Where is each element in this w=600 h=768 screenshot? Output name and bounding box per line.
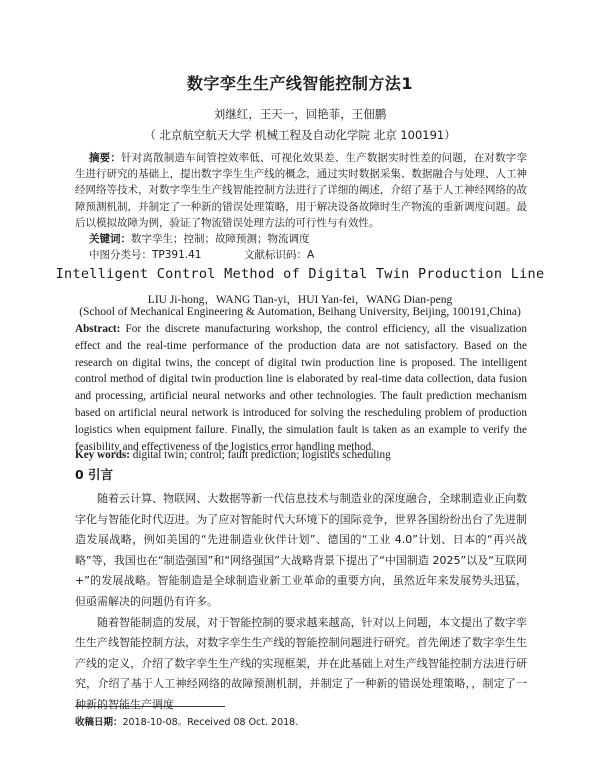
english-title: Intelligent Control Method of Digital Twin Production Line	[55, 266, 545, 282]
english-keywords	[75, 449, 391, 461]
docid-label: 文献标识码：	[244, 249, 307, 261]
document-code	[244, 247, 314, 262]
chinese-keywords	[89, 231, 310, 246]
introduction-body	[75, 489, 527, 716]
chinese-authors: 刘继红，王天一，回艳菲，王佃鹏	[213, 107, 387, 121]
received-date-footnote	[75, 714, 298, 728]
english-abstract	[75, 321, 527, 455]
footnote-label: 收稿日期：	[75, 717, 123, 728]
section-heading: 0 引言	[75, 467, 114, 482]
chinese-abstract-label: 摘要：	[89, 152, 122, 164]
chinese-title: 数字孪生生产线智能控制方法1	[186, 74, 414, 93]
english-abstract-text: For the discrete manufacturing workshop, the control efficiency, all the visualization effect and the real-time performance of the production data are not satisfactory. Based on the research on digital twins, the concept of digital twin production line is proposed. The intelligent control method of digital twin production line is elaborated by real-time data collection, data fusion and processing, artificial neural networks and other technologies. The fault prediction mechanism based on artificial neural network is introduced for solving the rescheduling problem of production logistics when equipment failure. Finally, the simulation fault is taken as an example to verify the feasibility and effectiveness of the logistics error handling method.	[75, 323, 527, 453]
chinese-affiliation: （ 北京航空航天大学 机械工程及自动化学院 北京 100191）	[144, 128, 456, 142]
chinese-keywords-text: 数字孪生；控制；故障预测；物流调度	[131, 233, 310, 245]
chinese-abstract	[75, 150, 527, 231]
body-paragraph: 随着智能制造的发展，对于智能控制的要求越来越高，针对以上问题，本文提出了数字孪生生产线智能控制方法，对数字孪生生产线的智能控制问题进行研究。首先阐述了数字孪生生产线的定义，介绍了数字孪生生产线的实现框架，并在此基础上对生产线智能控制方法进行研究，介绍了基于人工神经网络的故障预测机制，并制定了一种新的错误处理策略，，制定了一种新的智能生产调度	[75, 615, 527, 711]
body-paragraph: 随着云计算、物联网、大数据等新一代信息技术与制造业的深度融合，全球制造业正向数字化与智能化时代迈进。为了应对智能时代大环境下的国际竞争，世界各国纷纷出台了先进制造发展战略，例如美国的“先进制造业伙伴计划”、德国的“工业 4.0”计划、日本的“再兴战略”等，我国也在“制造强国”和“网络强国”大战略背景下提出了“中国制造 2025”以及“互联网+”的发展战略。智能制造是全球制造业新工业革命的重要方向，虽然近年来发展势头迅猛，但亟需解决的问题仍有许多。	[75, 492, 527, 608]
clc-value: TP391.41	[152, 249, 202, 261]
english-authors: LIU Ji-hong，WANG Tian-yi，HUI Yan-fei，WANG Dian-peng	[147, 294, 453, 306]
english-affiliation: (School of Mechanical Engineering & Automation, Beihang University, Beijing, 100191,China)	[79, 306, 521, 318]
footnote-text: 2018-10-08。Received 08 Oct. 2018.	[122, 717, 299, 728]
english-keywords-text: digital twin; control; fault prediction; logistics scheduling	[130, 449, 391, 461]
chinese-abstract-text: 针对离散制造车间管控效率低、可视化效果差、生产数据实时性差的问题，在对数字孪生进行研究的基础上，提出数字孪生生产线的概念，通过实时数据采集、数据融合与处理、人工神经网络等技术，对数字孪生生产线智能控制方法进行了详细的阐述，介绍了基于人工神经网络的故障预测机制，并制定了一种新的错误处理策略，用于解决设备故障时生产物流的重新调度问题。最后以模拟故障为例，验证了物流错误处理方法的可行性与有效性。	[75, 152, 527, 229]
classification-row	[89, 247, 315, 262]
footnote-divider	[75, 706, 225, 707]
clc-label: 中图分类号：	[89, 249, 152, 261]
english-abstract-label: Abstract:	[75, 323, 121, 335]
docid-value: A	[307, 249, 315, 261]
chinese-keywords-label: 关键词：	[89, 233, 131, 245]
english-keywords-label: Key words:	[75, 449, 130, 461]
